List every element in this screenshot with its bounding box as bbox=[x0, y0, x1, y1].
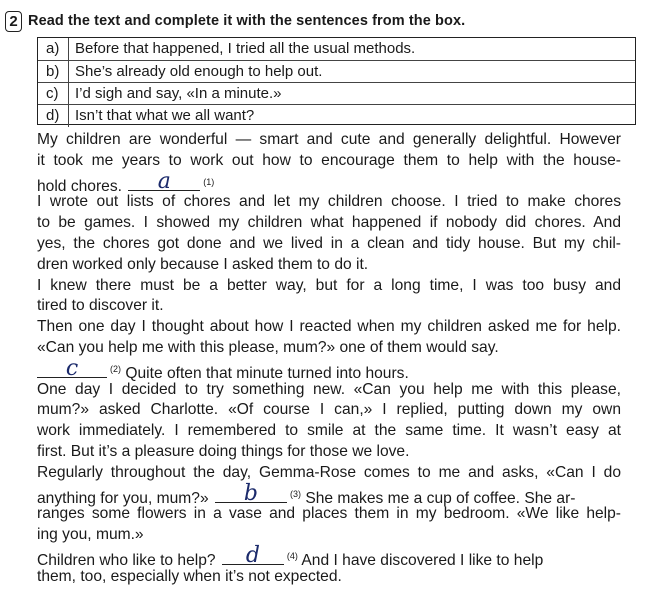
task-instruction: Read the text and complete it with the sentences from the box. bbox=[28, 13, 466, 29]
text-line: ranges some flowers in a vase and places them in my bedroom. «We like help- bbox=[37, 505, 621, 523]
text-line: tired to discover it. bbox=[37, 297, 164, 315]
gap-number: (3) bbox=[289, 488, 301, 499]
sentence-box bbox=[37, 37, 636, 125]
text-line: dren worked only because I asked them to do it. bbox=[37, 255, 369, 273]
reading-text bbox=[37, 130, 621, 588]
task-number: 2 bbox=[5, 11, 22, 32]
text-line: I knew there must be a better way, but for a long time, I was too busy and bbox=[37, 276, 621, 294]
option-a: a) Before that happened, I tried all the usual methods. bbox=[38, 38, 635, 60]
text-line: Then one day I thought about how I reacted when my children asked me for help. bbox=[37, 318, 621, 336]
text-line: work immediately. I remembered to smile at the same time. It wasn’t easy at bbox=[37, 422, 621, 440]
task-header bbox=[5, 8, 465, 34]
option-c: c) I’d sigh and say, «In a minute.» bbox=[38, 82, 635, 104]
gap-3[interactable] bbox=[215, 480, 287, 506]
option-d: d) Isn’t that what we all want? bbox=[38, 104, 635, 126]
text-line: anything for you, mum?» b $^{(3)}$ She makes me a cup of coffee. She ar- bbox=[37, 480, 576, 507]
text-line: Regularly throughout the day, Gemma-Rose comes to me and asks, «Can I do bbox=[37, 463, 621, 481]
handwritten-answer: b bbox=[243, 480, 259, 506]
text-line: hold chores. a $^{(1)}$ bbox=[37, 168, 215, 195]
text-line: mum?» asked Charlotte. «Of course I can,» I replied, putting down my own bbox=[37, 401, 621, 419]
handwritten-answer: a bbox=[157, 168, 171, 194]
text-line: Children who like to help? d $^{(4)}$ And I have discovered I like to help bbox=[37, 543, 544, 570]
gap-4[interactable] bbox=[222, 543, 284, 569]
text-line: One day I decided to try something new. «Can you help me with this please, bbox=[37, 380, 621, 398]
text-line: ing you, mum.» bbox=[37, 526, 144, 544]
gap-1[interactable] bbox=[128, 168, 200, 194]
handwritten-answer: c bbox=[65, 356, 79, 382]
text-line: My children are wonderful — smart and cute and generally delightful. However bbox=[37, 131, 621, 148]
option-b: b) She’s already old enough to help out. bbox=[38, 60, 635, 82]
text-line: first. But it’s a pleasure doing things for those we love. bbox=[37, 442, 410, 460]
text-line: to be games. I showed my children what happened if nobody did chores. And bbox=[37, 214, 621, 232]
text-line: I wrote out lists of chores and let my children choose. I tried to make chores bbox=[37, 193, 621, 211]
handwritten-answer: d bbox=[245, 543, 260, 569]
gap-number: (2) bbox=[110, 363, 121, 374]
text-line: «Can you help me with this please, mum?» one of them would say. bbox=[37, 338, 499, 356]
text-line: c $^{(2)}$ Quite often that minute turned into hours. bbox=[37, 359, 621, 380]
text-line: them, too, especially when it’s not expected. bbox=[37, 567, 342, 585]
text-line: yes, the chores got done and we lived in a clean and tidy house. But my chil- bbox=[37, 234, 621, 252]
gap-2[interactable] bbox=[37, 356, 107, 382]
gap-number: (4) bbox=[286, 550, 298, 561]
gap-number: (1) bbox=[203, 176, 215, 187]
text-line: it took me years to work out how to encourage them to help with the house- bbox=[37, 151, 621, 169]
